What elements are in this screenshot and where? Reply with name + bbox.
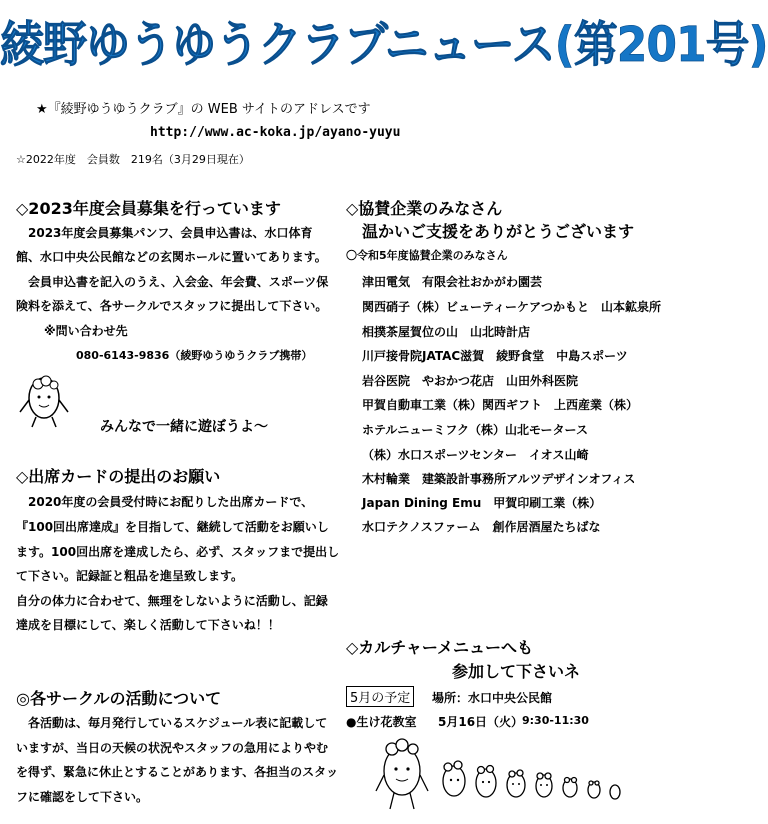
circles-line: を得ず、緊急に休止とすることがあります、各担当のスタッ (16, 765, 339, 779)
sponsor-row: 岩谷医院 やおかつ花店 山田外科医院 (362, 374, 579, 388)
circles-heading: ◎各サークルの活動について (16, 689, 222, 708)
attendance-line: 自分の体力に合わせて、無理をしないように活動し、記録 (16, 594, 328, 608)
mascot-illustration (16, 370, 72, 430)
recruit-heading: ◇2023年度会員募集を行っています (16, 199, 281, 218)
contact-label: ※問い合わせ先 (44, 324, 128, 338)
sponsor-row: ホテルニューミフク（株）山北モータース (362, 423, 588, 437)
event-date: 5月16日（火） (438, 715, 524, 729)
sponsor-row: 関西硝子（株）ビューティーケアつかもと 山本鉱泉所 (362, 300, 662, 314)
recruit-line: 険料を添えて、各サークルでスタッフに提出して下さい。 (16, 299, 328, 313)
venue: 場所：水口中央公民館 (432, 691, 553, 705)
attendance-line: ます。100回出席を達成したら、必ず、スタッフまで提出し (16, 545, 340, 559)
sponsor-row: 津田電気 有限会社おかがわ園芸 (362, 275, 543, 289)
attendance-line: 達成を目標にして、楽しく活動して下さいね！！ (16, 618, 280, 632)
attendance-line: 『100回出席達成』を目指して、継続して活動をお願いし (16, 520, 329, 534)
sponsors-intro: 〇令和5年度協賛企業のみなさん (346, 249, 508, 262)
event-time: 9:30-11:30 (522, 714, 589, 727)
circles-line: フに確認をして下さい。 (16, 790, 149, 804)
culture-heading-sub: 参加して下さいネ (452, 662, 581, 681)
schedule-label: 5月の予定 (346, 686, 414, 707)
sponsor-row: 甲賀自動車工業（株）関西ギフト 上西産業（株） (362, 398, 639, 412)
newsletter-title: 綾野ゆうゆうクラブニュース(第201号) (0, 16, 768, 73)
mascot-group-illustration (374, 735, 624, 815)
sponsor-row: 水口テクノスファーム 創作居酒屋たちばな (362, 520, 601, 534)
contact-phone: 080-6143-9836（綾野ゆうゆうクラブ携帯） (76, 349, 313, 362)
attendance-heading: ◇出席カードの提出のお願い (16, 467, 221, 486)
sponsor-row: 川戸接骨院JATAC滋賀 綾野食堂 中島スポーツ (362, 349, 628, 363)
circles-line: 各活動は、毎月発行しているスケジュール表に記載して (16, 716, 328, 730)
sponsor-row: 木村輪業 建築設計事務所アルツデザインオフィス (362, 472, 636, 486)
recruit-line: 会員申込書を記入のうえ、入会金、年会費、スポーツ保 (16, 275, 329, 289)
sponsor-row: （株）水口スポーツセンター イオス山崎 (362, 448, 589, 462)
website-label: ★『綾野ゆうゆうクラブ』の WEB サイトのアドレスです (36, 102, 371, 117)
sponsor-row: 相撲茶屋賀位の山 山北時計店 (362, 325, 531, 339)
recruit-line: 2023年度会員募集パンフ、会員申込書は、水口体育 (16, 226, 313, 240)
sponsors-heading-thanks: 温かいご支援をありがとうございます (362, 222, 635, 241)
event-name: ●生け花教室 (346, 715, 417, 729)
sponsors-heading: ◇協賛企業のみなさん (346, 199, 503, 218)
attendance-line: 2020年度の会員受付時にお配りした出席カードで、 (16, 495, 314, 509)
sponsor-row: Japan Dining Emu 甲賀印刷工業（株） (362, 496, 602, 510)
website-url[interactable]: http://www.ac-koka.jp/ayano-yuyu (150, 125, 401, 140)
attendance-line: て下さい。記録証と粗品を進呈致します。 (16, 569, 244, 583)
circles-line: いますが、当日の天候の状況やスタッフの急用によりやむ (16, 741, 329, 755)
membership-stat: ☆2022年度 会員数 219名（3月29日現在） (16, 153, 250, 166)
recruit-line: 館、水口中央公民館などの玄関ホールに置いてあります。 (16, 250, 327, 264)
culture-heading: ◇カルチャーメニューへも (346, 638, 534, 657)
slogan: みんなで一緒に遊ぼうよ～ (100, 419, 268, 435)
